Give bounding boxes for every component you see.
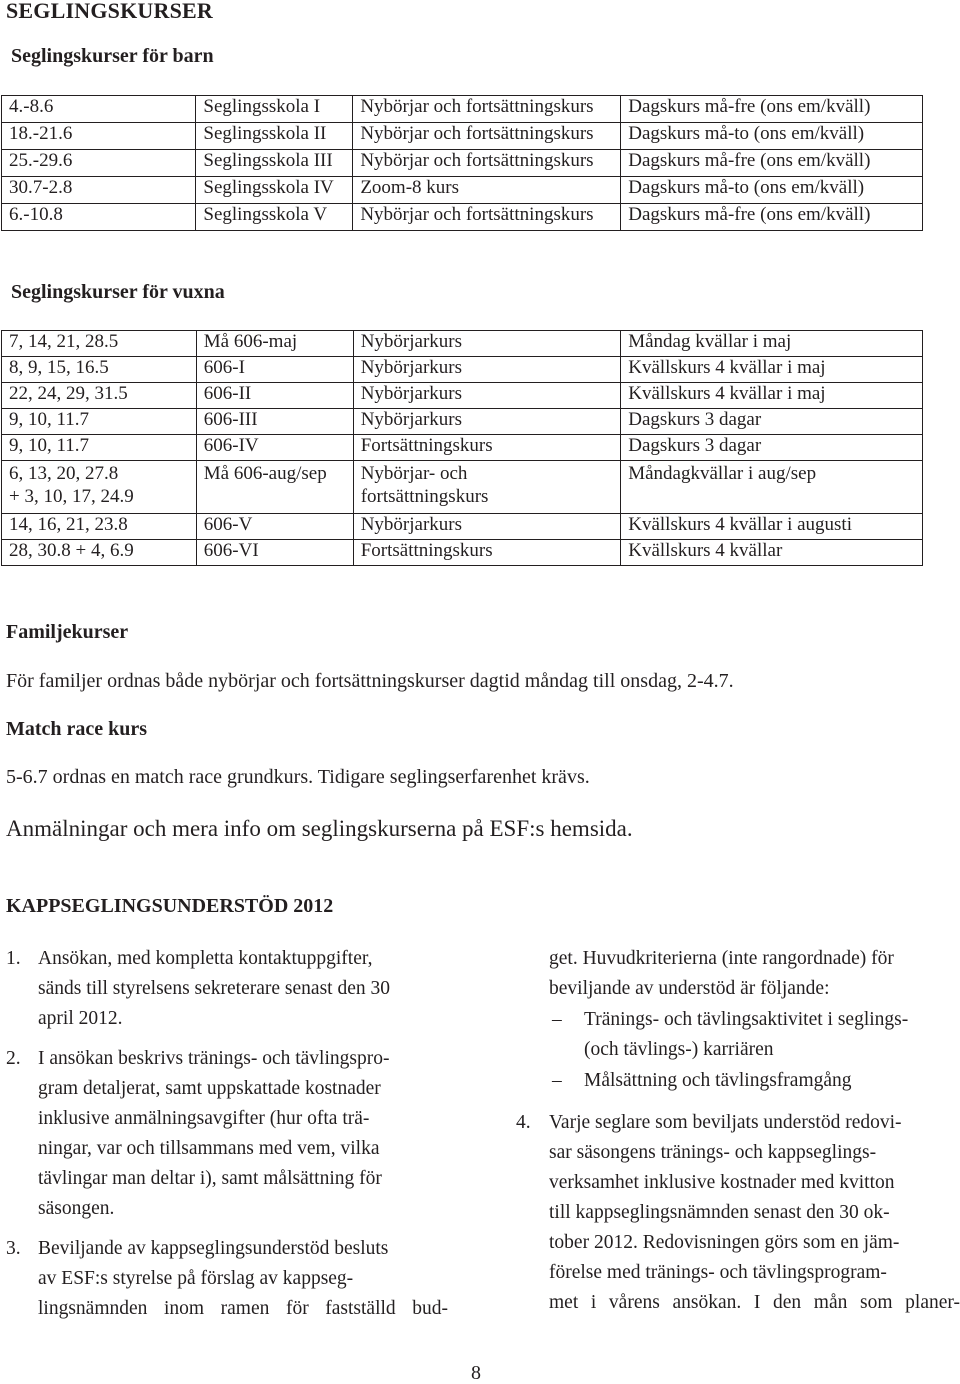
item-number: 4.	[516, 1112, 531, 1133]
cell-text: Må 606-aug/sep	[203, 463, 327, 484]
cell-text: Fortsättningskurs	[360, 540, 493, 561]
table-cell	[196, 435, 353, 461]
table-cell	[353, 96, 621, 123]
table-cell	[353, 409, 621, 435]
cell-text: Nybörjarkurs	[360, 383, 463, 404]
table-row	[2, 383, 923, 409]
table-cell	[2, 540, 197, 566]
table-cell	[196, 123, 353, 150]
table-row	[2, 409, 923, 435]
support-heading: KAPPSEGLINGSUNDERSTÖD 2012	[6, 895, 334, 917]
table-cell	[353, 357, 621, 383]
table-cell	[2, 409, 197, 435]
table-cell	[2, 383, 197, 409]
table-cell	[2, 435, 197, 461]
table-cell	[621, 177, 923, 204]
info-note: Anmälningar och mera info om seglingskurserna på ESF:s hemsida.	[6, 816, 633, 841]
support-item-2: I ansökan beskrivs tränings- och tävlingspro- gram detaljerat, samt uppskattade kostnader inklusive anmälningsavgifter (hur ofta trä- ningar, var och tillsammans med vem, vilka tävlingar man deltar i), samt målsättning för säsongen.	[38, 1048, 390, 1219]
table-cell	[621, 409, 923, 435]
table-cell	[353, 204, 621, 231]
cell-text: Dagskurs må-fre (ons em/kväll)	[628, 150, 871, 171]
cell-text: 25.-29.6	[9, 150, 73, 171]
cell-text: 6, 13, 20, 27.8	[9, 463, 119, 484]
cell-text: 9, 10, 11.7	[9, 409, 90, 430]
table-cell	[353, 123, 621, 150]
table-row	[2, 461, 923, 514]
table-row	[2, 514, 923, 540]
table-cell	[353, 331, 621, 357]
cell-text: 30.7-2.8	[9, 177, 73, 198]
cell-text: Måndag kvällar i maj	[628, 331, 792, 352]
table-cell	[353, 461, 621, 514]
cell-text: Nybörjar och fortsättningskurs	[360, 96, 594, 117]
cell-text: 606-IV	[203, 435, 259, 456]
cell-text: Nybörjar- och	[360, 463, 468, 484]
page-number: 8	[471, 1362, 481, 1384]
table-cell	[196, 514, 353, 540]
cell-text: Dagskurs 3 dagar	[628, 435, 762, 456]
family-text: För familjer ordnas både nybörjar och fortsättningskurser dagtid måndag till onsdag, 2-4.7.	[6, 670, 734, 692]
cell-text: 14, 16, 21, 23.8	[9, 514, 128, 535]
kids-course-table	[1, 95, 923, 231]
table-cell	[621, 357, 923, 383]
cell-text: Nybörjarkurs	[360, 514, 463, 535]
cell-text: Dagskurs må-to (ons em/kväll)	[628, 123, 865, 144]
dash-marker: –	[552, 1070, 562, 1091]
table-cell	[196, 331, 353, 357]
table-cell	[196, 204, 353, 231]
table-row	[2, 204, 923, 231]
table-cell	[353, 177, 621, 204]
criterion-1: Tränings- och tävlingsaktivitet i seglings- (och tävlings-) karriären	[584, 1009, 909, 1060]
cell-text: Kvällskurs 4 kvällar i augusti	[628, 514, 852, 535]
cell-text: 606-VI	[203, 540, 259, 561]
support-item-3: Beviljande av kappseglingsunderstöd besluts av ESF:s styrelse på förslag av kappseg- lingsnämnden inom ramen för fastställd bud-	[38, 1238, 448, 1319]
cell-text: Nybörjar och fortsättningskurs	[360, 123, 594, 144]
table-cell	[196, 461, 353, 514]
family-heading: Familjekurser	[6, 621, 129, 643]
cell-text: Fortsättningskurs	[360, 435, 493, 456]
match-race-heading: Match race kurs	[6, 718, 148, 740]
match-race-text: 5-6.7 ordnas en match race grundkurs. Tidigare seglingserfarenhet krävs.	[6, 766, 590, 788]
cell-text: Nybörjarkurs	[360, 357, 463, 378]
cell-text: Kvällskurs 4 kvällar i maj	[628, 357, 826, 378]
table-cell	[2, 96, 196, 123]
table-cell	[353, 514, 621, 540]
table-row	[2, 177, 923, 204]
table-cell	[196, 409, 353, 435]
table-cell	[621, 540, 923, 566]
table-cell	[621, 150, 923, 177]
table-cell	[353, 383, 621, 409]
cell-text: 606-III	[203, 409, 258, 430]
table-cell	[196, 150, 353, 177]
cell-text: Dagskurs må-fre (ons em/kväll)	[628, 204, 871, 225]
cell-text: Dagskurs 3 dagar	[628, 409, 762, 430]
cell-text: Dagskurs må-fre (ons em/kväll)	[628, 96, 871, 117]
table-cell	[2, 123, 196, 150]
criterion-2: Målsättning och tävlingsframgång	[584, 1070, 852, 1091]
item-number: 2.	[6, 1048, 21, 1069]
cell-text: Seglingsskola V	[203, 204, 328, 225]
cell-text: Kvällskurs 4 kvällar	[628, 540, 783, 561]
support-item-1: Ansökan, med kompletta kontaktuppgifter, sänds till styrelsens sekreterare senast den 30 april 2012.	[38, 948, 390, 1029]
table-cell	[621, 514, 923, 540]
table-cell	[353, 540, 621, 566]
support-item-4: Varje seglare som beviljats understöd redovi- sar säsongens tränings- och kappseglings- verksamhet inklusive kostnader med kvitton till kappseglingsnämnden senast den 30 ok- tober 2012. Redovisningen görs som en jäm- förelse med tränings- och tävlingsprogram- met i vårens ansökan. I den mån som planer-	[549, 1112, 960, 1313]
table-cell	[2, 357, 197, 383]
item-number: 3.	[6, 1238, 21, 1259]
page-title: SEGLINGSKURSER	[6, 0, 213, 23]
item-number: 1.	[6, 948, 21, 969]
table-row	[2, 150, 923, 177]
adults-heading: Seglingskurser för vuxna	[11, 281, 225, 303]
cell-text: + 3, 10, 17, 24.9	[9, 486, 134, 507]
table-cell	[2, 150, 196, 177]
support-right-intro: get. Huvudkriterierna (inte rangordnade) för beviljande av understöd är följande:	[549, 948, 894, 999]
table-cell	[196, 96, 353, 123]
cell-text: 8, 9, 15, 16.5	[9, 357, 109, 378]
table-cell	[353, 435, 621, 461]
table-cell	[621, 204, 923, 231]
cell-text: 6.-10.8	[9, 204, 63, 225]
table-cell	[621, 123, 923, 150]
table-row	[2, 331, 923, 357]
cell-text: 7, 14, 21, 28.5	[9, 331, 119, 352]
cell-text: Kvällskurs 4 kvällar i maj	[628, 383, 826, 404]
table-cell	[196, 540, 353, 566]
cell-text: 28, 30.8 + 4, 6.9	[9, 540, 134, 561]
table-cell	[2, 204, 196, 231]
kids-heading: Seglingskurser för barn	[11, 45, 214, 67]
table-row	[2, 96, 923, 123]
table-cell	[621, 331, 923, 357]
table-row	[2, 123, 923, 150]
cell-text: 606-II	[203, 383, 252, 404]
dash-marker: –	[552, 1009, 562, 1030]
cell-text: Måndagkvällar i aug/sep	[628, 463, 817, 484]
table-cell	[621, 435, 923, 461]
cell-text: Dagskurs må-to (ons em/kväll)	[628, 177, 865, 198]
cell-text: Zoom-8 kurs	[360, 177, 460, 198]
cell-text: Må 606-maj	[203, 331, 298, 352]
cell-text: 9, 10, 11.7	[9, 435, 90, 456]
table-row	[2, 357, 923, 383]
cell-text: 606-V	[203, 514, 253, 535]
cell-text: Nybörjarkurs	[360, 331, 463, 352]
table-cell	[196, 357, 353, 383]
table-cell	[2, 461, 197, 514]
cell-text: Seglingsskola IV	[203, 177, 334, 198]
cell-text: Nybörjar och fortsättningskurs	[360, 204, 594, 225]
table-cell	[621, 461, 923, 514]
adult-course-table	[1, 330, 923, 566]
table-cell	[196, 177, 353, 204]
table-cell	[621, 96, 923, 123]
cell-text: Seglingsskola III	[203, 150, 333, 171]
cell-text: 4.-8.6	[9, 96, 54, 117]
table-cell	[2, 331, 197, 357]
cell-text: Seglingsskola I	[203, 96, 321, 117]
cell-text: fortsättningskurs	[360, 486, 489, 507]
cell-text: Nybörjar och fortsättningskurs	[360, 150, 594, 171]
table-cell	[353, 150, 621, 177]
table-cell	[2, 514, 197, 540]
cell-text: 22, 24, 29, 31.5	[9, 383, 128, 404]
table-cell	[2, 177, 196, 204]
cell-text: Seglingsskola II	[203, 123, 327, 144]
table-row	[2, 435, 923, 461]
table-row	[2, 540, 923, 566]
table-cell	[621, 383, 923, 409]
table-cell	[196, 383, 353, 409]
cell-text: 18.-21.6	[9, 123, 73, 144]
cell-text: Nybörjarkurs	[360, 409, 463, 430]
cell-text: 606-I	[203, 357, 245, 378]
